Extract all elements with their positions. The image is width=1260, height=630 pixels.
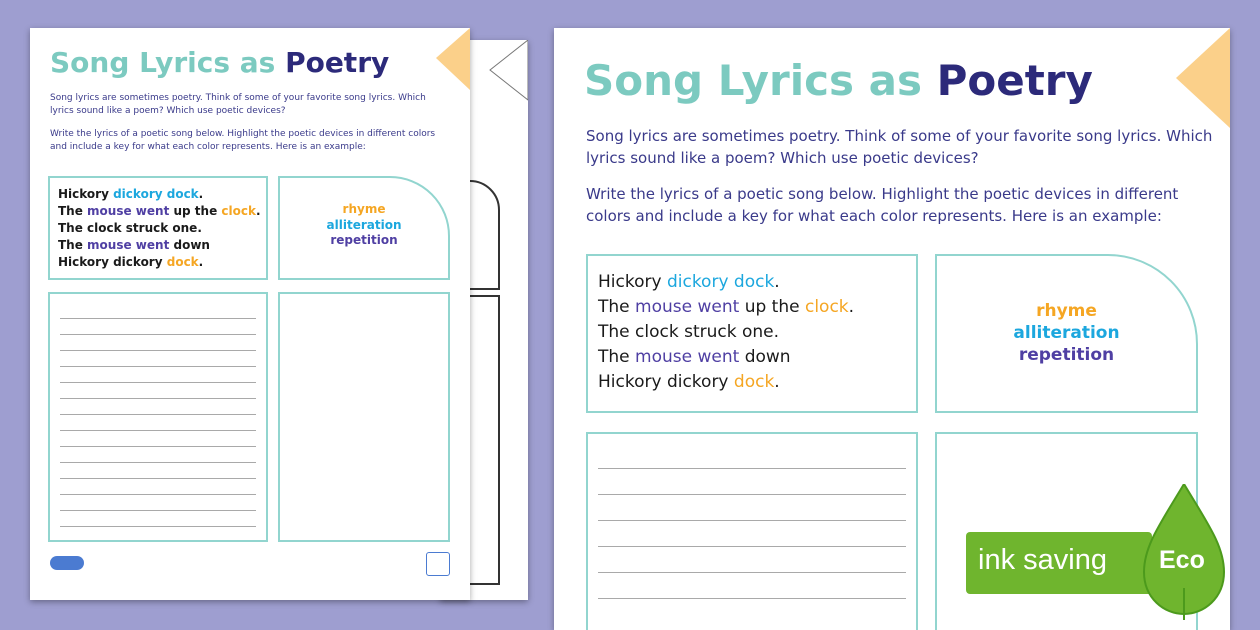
instructions-text-large: Write the lyrics of a poetic song below. Highlight the poetic devices in different colors and include a key for what each color represents. Here is an example: bbox=[586, 185, 1179, 225]
title-part2: Poetry bbox=[285, 46, 390, 79]
title-part1: Song Lyrics as bbox=[50, 46, 276, 79]
title-large-part1: Song Lyrics as bbox=[584, 56, 922, 105]
example-key-box-large bbox=[935, 254, 1198, 413]
instructions-text: Write the lyrics of a poetic song below. Highlight the poetic devices in different colors and include a key for what each color represents. Here is an example: bbox=[50, 129, 436, 153]
lyric-large-line-5: Hickory dickory dock. bbox=[598, 372, 780, 392]
key-list-large bbox=[937, 300, 1196, 366]
lyric-large-line-2: The mouse went up the clock. bbox=[598, 297, 855, 317]
intro-text-large: Song lyrics are sometimes poetry. Think of some of your favorite song lyrics. Which lyrics sound like a poem? Which use poetic devices? bbox=[586, 127, 1213, 167]
preview-sheet-small bbox=[30, 28, 470, 600]
key-repetition: repetition bbox=[330, 233, 398, 248]
intro-text: Song lyrics are sometimes poetry. Think of some of your favorite song lyrics. Which lyrics sound like a poem? Which use poetic devices? bbox=[50, 93, 426, 117]
lyric-line-2: The mouse went up the clock. bbox=[58, 204, 261, 218]
page-title bbox=[50, 46, 389, 79]
example-lyrics-box-large bbox=[586, 254, 918, 413]
writing-lines-box[interactable] bbox=[48, 292, 268, 542]
corner-fold-large-icon bbox=[1170, 28, 1230, 138]
badge-text: ink saving bbox=[978, 544, 1107, 576]
example-lyrics-box bbox=[48, 176, 268, 280]
example-key-box bbox=[278, 176, 450, 280]
lyric-line-4: The mouse went down bbox=[58, 238, 210, 252]
footer-logo-icon bbox=[426, 552, 450, 576]
lyric-large-line-4: The mouse went down bbox=[598, 347, 791, 367]
writing-lines-box-large[interactable] bbox=[586, 432, 918, 630]
key-alliteration: alliteration bbox=[326, 217, 402, 232]
corner-fold-icon bbox=[430, 28, 470, 98]
key-large-alliteration: alliteration bbox=[1013, 323, 1120, 344]
eco-label: Eco bbox=[1159, 546, 1205, 574]
blank-key-box[interactable] bbox=[278, 292, 450, 542]
lyric-line-1: Hickory dickory dock. bbox=[58, 187, 204, 201]
title-large-part2: Poetry bbox=[936, 56, 1093, 105]
lyric-large-line-1: Hickory dickory dock. bbox=[598, 272, 780, 292]
ink-saving-badge bbox=[966, 532, 1152, 594]
key-list bbox=[280, 202, 448, 249]
brand-logo-icon bbox=[50, 556, 84, 570]
lyric-line-5: Hickory dickory dock. bbox=[58, 255, 204, 269]
key-large-rhyme: rhyme bbox=[1036, 301, 1097, 321]
page-title-large bbox=[584, 56, 1093, 105]
key-rhyme: rhyme bbox=[342, 202, 386, 216]
key-large-repetition: repetition bbox=[1018, 345, 1115, 366]
lyric-line-3: The clock struck one. bbox=[58, 221, 202, 235]
lyric-large-line-3: The clock struck one. bbox=[598, 322, 780, 342]
